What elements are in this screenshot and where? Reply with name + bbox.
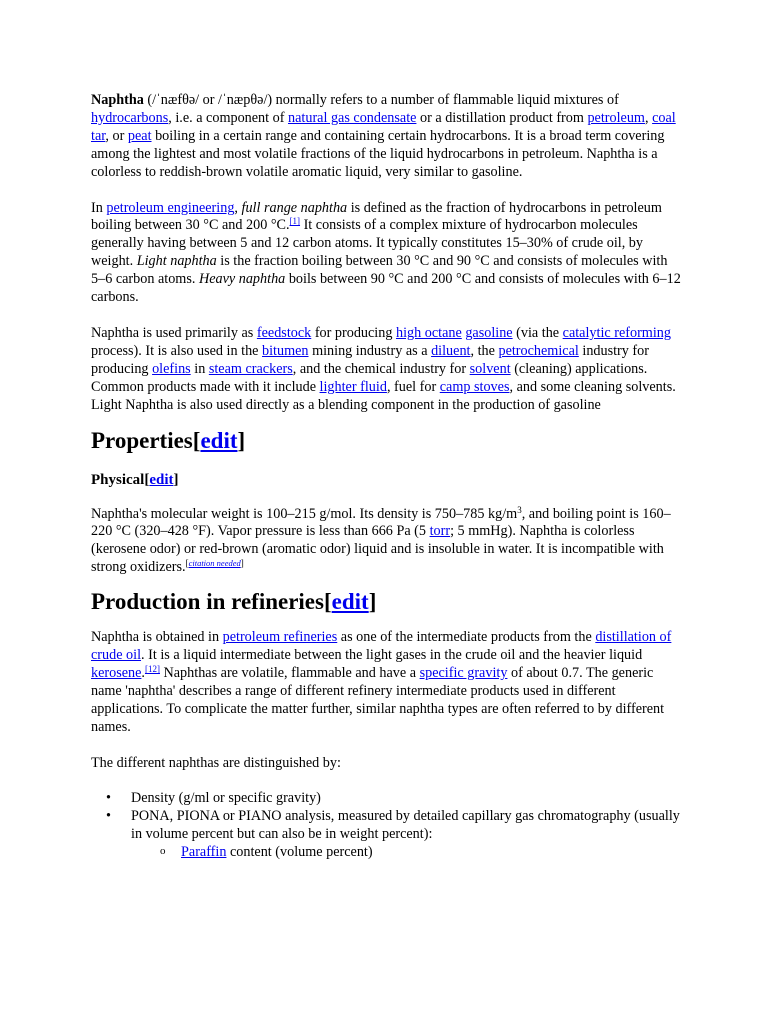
text-span: in	[190, 360, 209, 377]
bracket: [	[144, 471, 150, 488]
pona-sublist	[131, 844, 681, 862]
link-paraffin[interactable]: Paraffin	[181, 844, 227, 861]
bracket: ]	[237, 427, 246, 453]
text-span: (via the	[512, 324, 563, 341]
list-item	[106, 790, 681, 808]
text-span: Naphthas are volatile, flammable and have a	[159, 664, 420, 681]
term-heavy-naphtha: Heavy naphtha	[198, 271, 286, 288]
pronunciation-1: /ˈnæfθə/	[152, 92, 200, 108]
sublist-item	[160, 844, 681, 862]
section-heading-properties	[91, 428, 681, 454]
link-coal-tar[interactable]: coal tar	[91, 109, 676, 144]
link-peat[interactable]: peat	[127, 127, 152, 144]
edit-link-production[interactable]: edit	[331, 589, 369, 615]
distinction-list	[91, 790, 681, 862]
text-span: Naphtha is obtained in	[91, 629, 223, 646]
link-catalytic-reforming[interactable]: catalytic reforming	[562, 324, 671, 341]
text-span: ; 5 mmHg). Naphtha is colorless (kerosene odor) or red-brown (aromatic odor) liquid and is insoluble in water. It is incompatible with strong oxidizers.	[91, 523, 664, 576]
circle-bullet-icon: o	[160, 845, 166, 858]
link-petrochemical[interactable]: petrochemical	[498, 342, 579, 359]
text-span: .	[141, 664, 145, 681]
intro-paragraph	[91, 92, 681, 182]
text-span: Naphtha's molecular weight is 100–215 g/mol. Its density is 750–785 kg/m	[91, 505, 518, 522]
text-span: , and boiling point is 160–220 °C (320–428 °F). Vapor pressure is less than 666 Pa (5	[91, 505, 671, 540]
bracket: [	[323, 589, 332, 615]
text-span: . It is a liquid intermediate between the light gases in the crude oil and the heavier liquid	[141, 647, 643, 664]
bracket: [	[185, 558, 189, 569]
text-span: as one of the intermediate products from the	[337, 629, 596, 646]
link-lighter-fluid[interactable]: lighter fluid	[319, 378, 387, 395]
link-torr[interactable]: torr	[429, 523, 451, 540]
distinguished-paragraph: The different naphthas are distinguished by:	[91, 754, 341, 771]
section-heading-production	[91, 589, 681, 615]
uses-paragraph	[91, 325, 681, 415]
text-span: (	[143, 92, 153, 108]
link-hydrocarbons[interactable]: hydrocarbons	[91, 109, 169, 126]
link-olefins[interactable]: olefins	[152, 360, 191, 377]
text-span: , or	[105, 127, 128, 144]
text-span: , i.e. a component of	[168, 109, 289, 126]
text-span: for producing	[311, 324, 396, 341]
edit-link-properties[interactable]: edit	[200, 427, 238, 453]
production-paragraph	[91, 629, 681, 736]
link-bitumen[interactable]: bitumen	[262, 342, 309, 359]
link-high-octane[interactable]: high octane	[395, 324, 462, 341]
link-petroleum-refineries[interactable]: petroleum refineries	[222, 629, 338, 646]
physical-paragraph	[91, 506, 681, 578]
citation-needed	[186, 558, 244, 568]
link-solvent[interactable]: solvent	[469, 360, 511, 377]
text-span: ) normally refers to a number of flammable liquid mixtures of	[267, 92, 619, 108]
bullet-icon: •	[106, 790, 111, 807]
reference-12[interactable]: [12]	[144, 663, 160, 674]
bracket: ]	[240, 558, 244, 569]
text-span: (cleaning) applications. Common products made with it include	[91, 360, 648, 395]
link-petroleum[interactable]: petroleum	[587, 109, 645, 126]
text-span: or a distillation product from	[416, 109, 588, 126]
edit-link-physical[interactable]: edit	[149, 471, 174, 488]
link-petroleum-engineering[interactable]: petroleum engineering	[106, 199, 235, 216]
text-span: mining industry as a	[308, 342, 432, 359]
bracket: ]	[173, 471, 179, 488]
link-feedstock[interactable]: feedstock	[256, 324, 312, 341]
heading-text: Properties	[91, 427, 193, 453]
list-item	[106, 808, 681, 862]
link-diluent[interactable]: diluent	[431, 342, 471, 359]
link-camp-stoves[interactable]: camp stoves	[439, 378, 510, 395]
article-body	[91, 92, 681, 862]
link-steam-crackers[interactable]: steam crackers	[208, 360, 293, 377]
link-kerosene[interactable]: kerosene	[91, 664, 142, 681]
superscript-3: 3	[517, 504, 522, 515]
heading-text: Physical	[91, 471, 145, 488]
pronunciation-2: /ˈnæpθə/	[218, 92, 268, 108]
term-light-naphtha: Light naphtha	[136, 253, 217, 270]
link-specific-gravity[interactable]: specific gravity	[419, 664, 508, 681]
text-span: Naphtha is used primarily as	[91, 324, 257, 341]
article-term: Naphtha	[91, 92, 144, 108]
term-full-range-naphtha: full range naphtha	[241, 199, 348, 216]
bracket: [	[192, 427, 201, 453]
text-span: , the	[470, 342, 499, 359]
text-span: It consists of a complex mixture of hydrocarbon molecules generally having between 5 and 12 carbon atoms. It typically constitutes 15–30% of crude oil, by weight.	[91, 217, 643, 270]
list-item-text: Density (g/ml or specific gravity)	[131, 790, 321, 807]
link-natural-gas-condensate[interactable]: natural gas condensate	[288, 109, 417, 126]
text-span: , and the chemical industry for	[292, 360, 470, 377]
link-citation-needed[interactable]: citation needed	[188, 558, 241, 569]
text-span: of about 0.7. The generic name 'naphtha' describes a range of different refinery intermediate products used in different applications. To complicate the matter further, similar naphtha types are often referred to by different names.	[91, 664, 665, 735]
heading-text: Production in refineries	[91, 589, 324, 615]
link-distillation-of-crude-oil[interactable]: distillation of crude oil	[91, 629, 672, 664]
bullet-icon: •	[106, 808, 111, 825]
text-span: , fuel for	[386, 378, 440, 395]
list-item-text: content (volume percent)	[226, 844, 373, 861]
text-span: ,	[644, 109, 653, 126]
text-span: boils between 90 °C and 200 °C and consists of molecules with 6–12 carbons.	[91, 271, 681, 306]
list-item-text: PONA, PIONA or PIANO analysis, measured by detailed capillary gas chromatography (usually in volume percent but can also be in weight percent):	[131, 808, 680, 843]
text-span: , and some cleaning solvents. Light Naphtha is also used directly as a blending component in the production of gasoline	[91, 378, 676, 413]
text-span: or	[199, 92, 219, 108]
text-span: is defined as the fraction of hydrocarbons in petroleum boiling between 30 °C and 200 °C.	[91, 199, 662, 234]
text-span: ,	[234, 199, 242, 216]
subsection-heading-physical	[91, 471, 681, 489]
text-span: boiling in a certain range and containing certain hydrocarbons. It is a broad term covering among the lightest and most volatile fractions of the liquid hydrocarbons in petroleum. Naphtha is a colorless to reddish-brown volatile aromatic liquid, very similar to gasoline.	[91, 127, 665, 180]
text-span: is the fraction boiling between 30 °C and 90 °C and consists of molecules with 5–6 carbon atoms.	[91, 253, 668, 288]
text-span: In	[91, 199, 107, 216]
text-span: industry for producing	[91, 342, 649, 377]
reference-1[interactable]: [1]	[289, 216, 301, 227]
text-span: process). It is also used in the	[91, 342, 263, 359]
link-gasoline[interactable]: gasoline	[465, 324, 513, 341]
bracket: ]	[368, 589, 377, 615]
full-range-paragraph	[91, 200, 681, 307]
